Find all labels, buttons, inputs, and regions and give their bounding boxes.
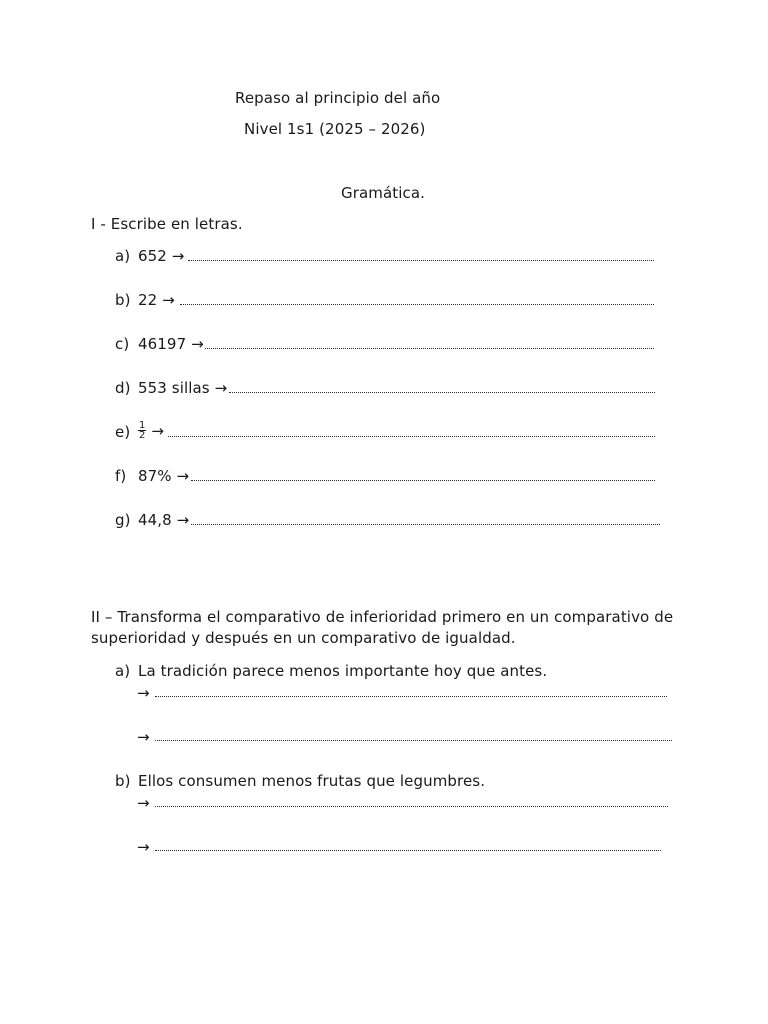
item-prompt: 87% → (138, 467, 190, 485)
arrow-icon: → (137, 838, 150, 856)
answer-line[interactable] (188, 260, 654, 261)
section-title: Gramática. (341, 184, 426, 202)
part2-heading-line1: II – Transforma el comparativo de inferioridad primero en un comparativo de (91, 608, 674, 626)
answer-line[interactable] (191, 480, 655, 481)
item-letter: d) (115, 379, 131, 397)
item-letter: g) (115, 511, 131, 529)
worksheet-title: Repaso al principio del año (235, 89, 441, 107)
item-letter: a) (115, 247, 131, 265)
item-letter: c) (115, 335, 130, 353)
item-prompt: 44,8 → (138, 511, 190, 529)
answer-line[interactable] (205, 348, 654, 349)
item-letter: b) (115, 772, 131, 790)
answer-line[interactable] (155, 740, 672, 741)
item-prompt: 652 → (138, 247, 185, 265)
answer-line[interactable] (155, 696, 667, 697)
answer-line[interactable] (229, 392, 655, 393)
answer-line[interactable] (155, 850, 661, 851)
part2-heading-line2: superioridad y después en un comparativo de igualdad. (91, 629, 516, 647)
item-prompt-fraction: $\frac{1}{2}$ → (139, 419, 165, 441)
arrow-icon: → (137, 684, 150, 702)
item-sentence: Ellos consumen menos frutas que legumbres. (138, 772, 486, 790)
item-prompt: 22 → (138, 291, 175, 309)
item-letter: f) (115, 467, 127, 485)
answer-line[interactable] (191, 524, 660, 525)
arrow-icon: → (137, 794, 150, 812)
item-prompt: 46197 → (138, 335, 204, 353)
item-sentence: La tradición parece menos importante hoy que antes. (138, 662, 548, 680)
fraction-one-half: $\frac{1}{2}$ (139, 419, 146, 441)
item-letter: a) (115, 662, 131, 680)
item-letter: b) (115, 291, 131, 309)
answer-line[interactable] (168, 436, 655, 437)
arrow-icon: → (137, 728, 150, 746)
answer-line[interactable] (180, 304, 654, 305)
worksheet-level: Nivel 1s1 (2025 – 2026) (244, 120, 426, 138)
part1-heading: I - Escribe en letras. (91, 215, 243, 233)
answer-line[interactable] (155, 806, 668, 807)
item-prompt: 553 sillas → (138, 379, 228, 397)
item-letter: e) (115, 423, 131, 441)
